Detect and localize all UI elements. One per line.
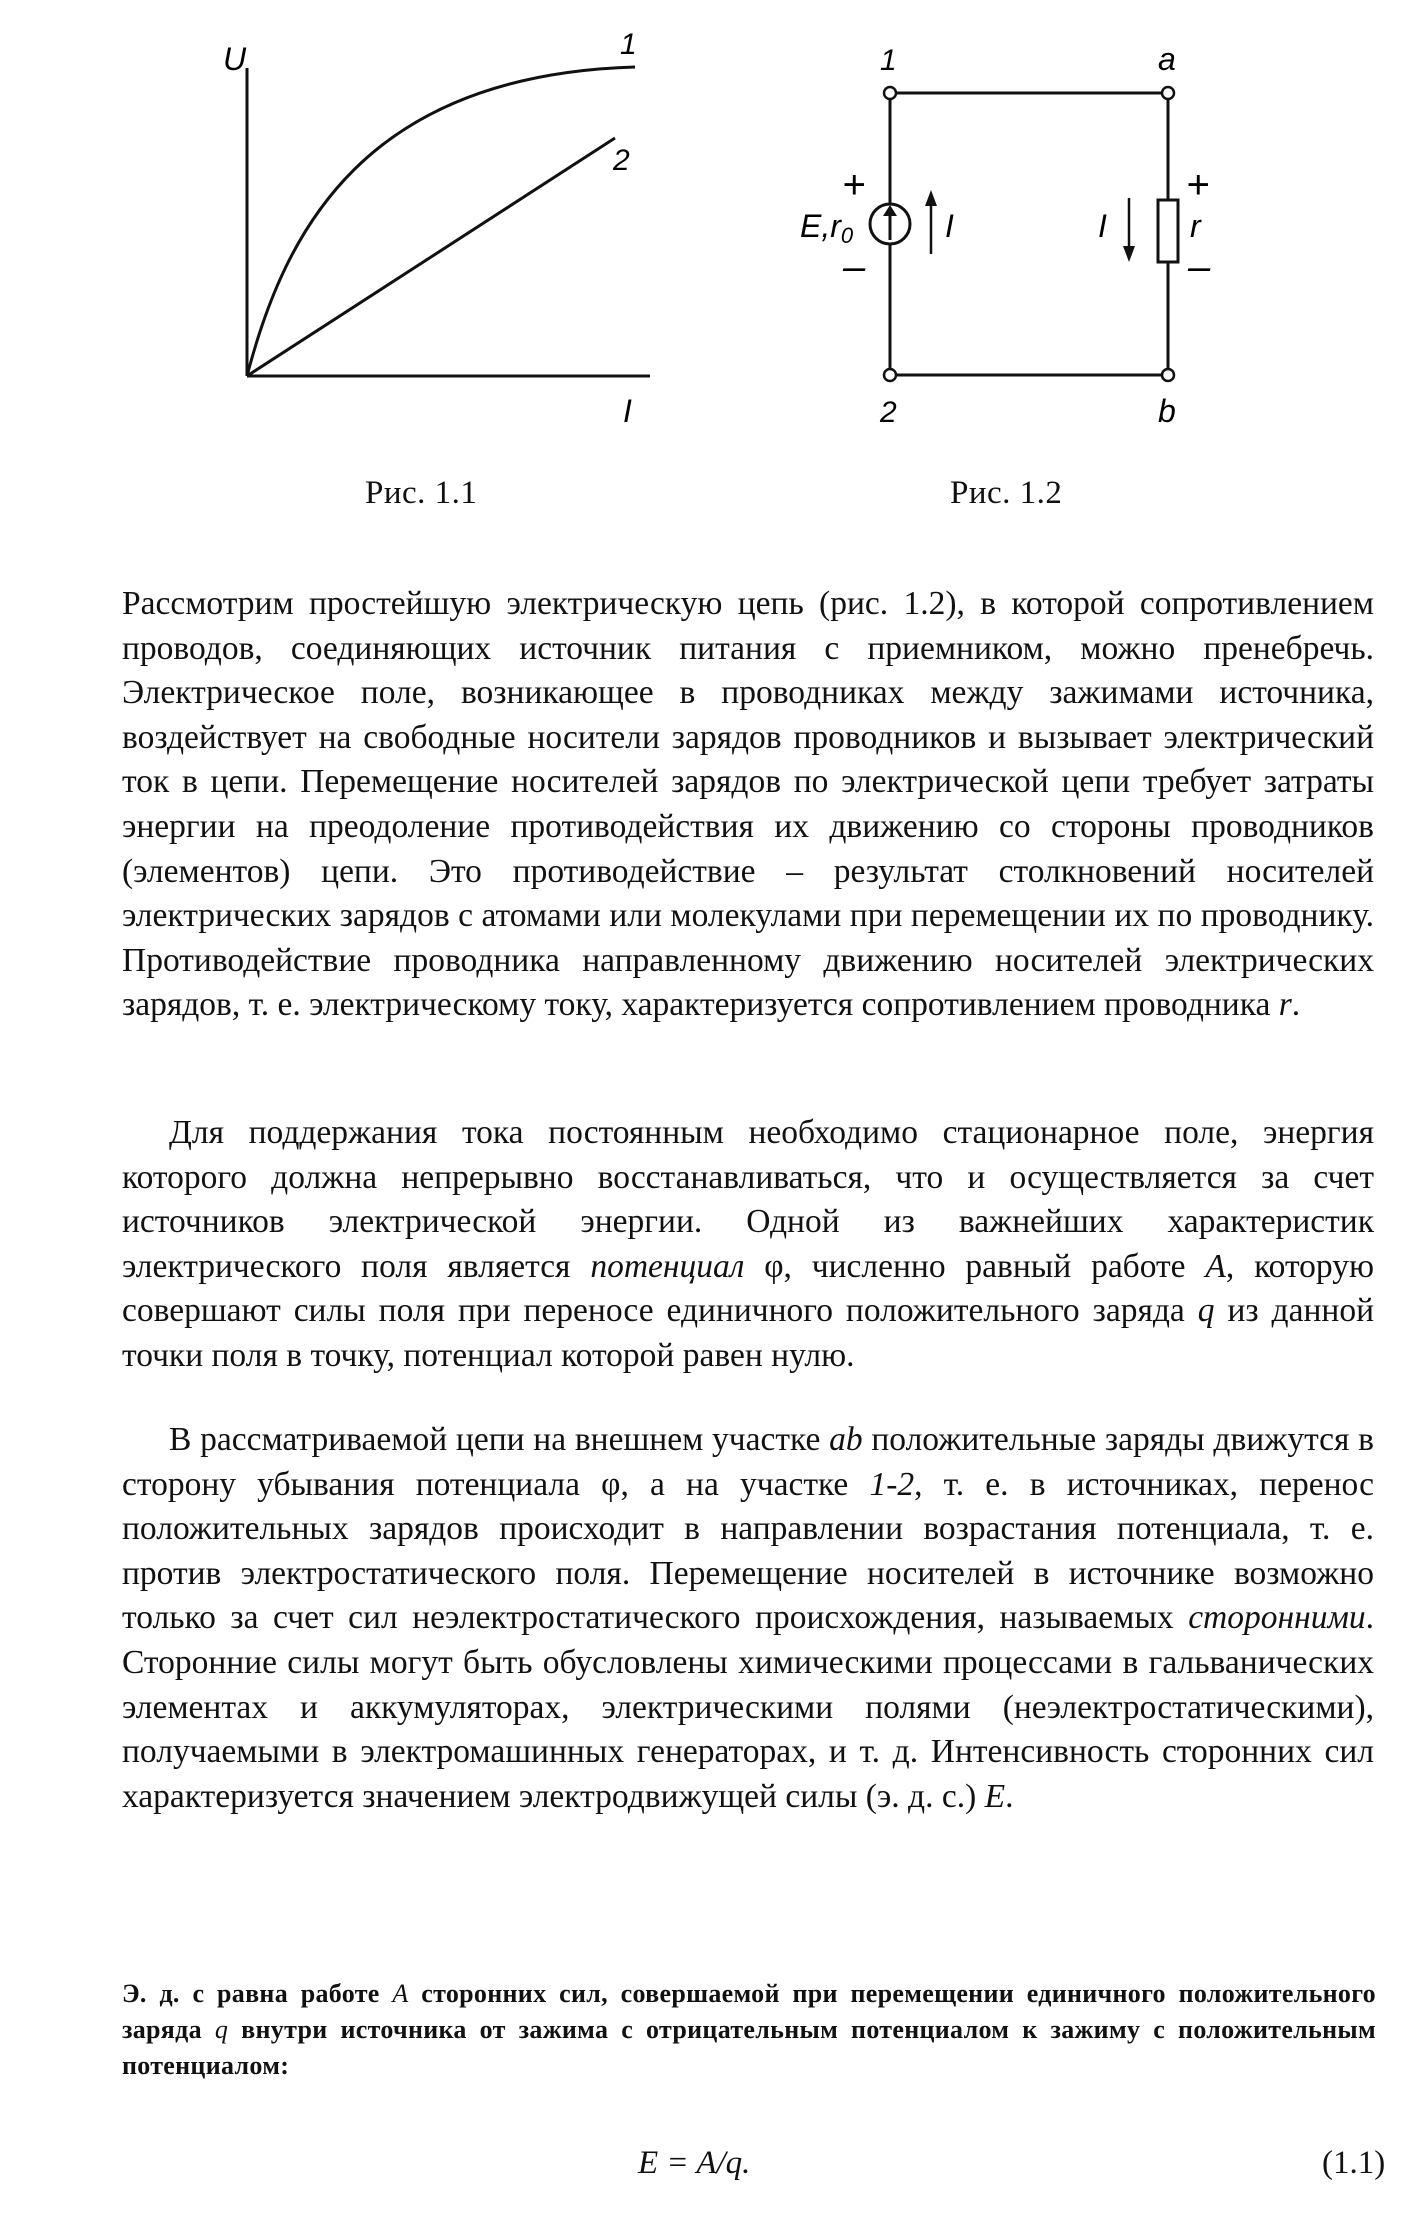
- minus-right: –: [1188, 245, 1211, 289]
- p3-var-1-2: 1-2: [869, 1465, 915, 1503]
- p1-end: .: [1291, 986, 1301, 1024]
- source-emf-icon: [870, 204, 910, 244]
- p2-text-a: Для поддержания тока постоянным необходимо стационарное поле, энергия которого должна непрерывно восстанавливаться, что и осуществляется за счет источников электрической энергии. Одной из важнейших характеристик электрического поля является: [122, 1114, 1374, 1285]
- paragraph-1: [122, 582, 1374, 1028]
- def-text-a: Э. д. с равна работе: [122, 1979, 393, 2008]
- node-b-terminal: [1162, 369, 1174, 381]
- def-text-b: сторонних сил, совершаемой при перемещении единичного положительного заряда: [122, 1979, 1376, 2044]
- p3-text-d: . Сторонние силы могут быть обусловлены химическими процессами в гальванических элементах и аккумуляторах, электрическими полями (неэлектростатическими), получаемыми в электромашинных генераторах, и т. д. Интенсивность сторонних сил характеризуется значением электродвижущей силы (э. д. с.): [122, 1599, 1374, 1815]
- formula-number: (1.1): [1322, 2145, 1386, 2181]
- node-1-label: 1: [880, 44, 897, 77]
- curve-1: [247, 67, 635, 376]
- figure-1-2: [800, 40, 1260, 440]
- p3-text-c: , т. е. в источниках, перенос положительных зарядов происходит в направлении возрастания потенциала, т. е. против электростатического поля. Перемещение носителей в источнике возможно только за счет сил неэлектростатического происхождения, называемых: [122, 1465, 1374, 1637]
- p2-text-b: φ, численно равный работе: [744, 1247, 1206, 1285]
- node-a-terminal: [1162, 87, 1174, 99]
- plus-left: +: [842, 163, 866, 207]
- p3-text-a: В рассматриваемой цепи на внешнем участке: [169, 1421, 830, 1458]
- node-b-label: b: [1158, 393, 1176, 429]
- curve-1-label: 1: [620, 30, 637, 61]
- figure-1-2-caption: Рис. 1.2: [950, 475, 1063, 511]
- figure-1-1-caption: Рис. 1.1: [365, 475, 478, 511]
- p2-var-a: A: [1205, 1247, 1226, 1285]
- p2-term-potential: потенциал: [590, 1247, 745, 1285]
- current-right-label: I: [1098, 208, 1107, 244]
- curve-2-label: 2: [613, 144, 630, 177]
- current-left-label: I: [945, 208, 954, 244]
- current-arrow-up-icon: [925, 190, 937, 254]
- p3-var-ab: ab: [829, 1421, 863, 1458]
- def-text-c: внутри источника от зажима с отрицательным потенциалом к зажиму с положительным потенциалом:: [122, 2015, 1376, 2080]
- p1-var-r: r: [1278, 986, 1292, 1024]
- formula-expression: [638, 2145, 750, 2182]
- plus-right: +: [1186, 163, 1210, 207]
- node-1-terminal: [884, 87, 896, 99]
- emf-definition: [122, 1976, 1376, 2084]
- p3-term-external: сторонними: [1188, 1599, 1366, 1637]
- p1-text: Рассмотрим простейшую электрическую цепь (рис. 1.2), в которой сопротивлением проводов, соединяющих источник питания с приемником, можно пренебречь. Электрическое поле, возникающее в проводниках между зажимами источника, воздействует на свободные носители зарядов проводников и вызывает электрический ток в цепи. Перемещение носителей зарядов по электрической цепи требует затраты энергии на преодоление противодействия их движению со стороны проводников (элементов) цепи. Это противодействие – результат столкновений носителей электрических зарядов с атомами или молекулами при перемещении их по проводнику. Противодействие проводника направленному движению носителей электрических зарядов, т. е. электрическому току, характеризуется сопротивлением проводника: [122, 585, 1374, 1024]
- resistor-label: r: [1190, 208, 1201, 244]
- paragraph-2: [122, 1111, 1374, 1379]
- node-a-label: a: [1158, 41, 1176, 77]
- formula-text: E = A/q.: [638, 2145, 751, 2181]
- node-2-terminal: [884, 369, 896, 381]
- axis-y-label: U: [223, 41, 247, 77]
- p3-text-b: положительные заряды движутся в сторону убывания потенциала φ, а на участке: [122, 1421, 1374, 1503]
- p2-text-c: , которую совершают силы поля при переносе единичного положительного заряда: [122, 1247, 1374, 1330]
- paragraph-3: [122, 1418, 1374, 1819]
- axis-x-label: I: [623, 393, 632, 429]
- node-2-label: 2: [880, 396, 897, 429]
- p2-text-d: из данной точки поля в точку, потенциал которой равен нулю.: [122, 1292, 1374, 1374]
- resistor-icon: [1158, 200, 1178, 262]
- minus-left: –: [843, 245, 866, 289]
- current-arrow-down-icon: [1123, 198, 1135, 262]
- p3-end: .: [1005, 1777, 1014, 1815]
- def-var-a: A: [392, 1979, 409, 2008]
- curve-2: [247, 138, 615, 376]
- p2-var-q: q: [1197, 1292, 1215, 1330]
- def-var-q: q: [214, 2015, 229, 2044]
- figure-1-1: [215, 30, 675, 450]
- p3-var-e: E: [984, 1777, 1006, 1815]
- source-label: E,r0: [800, 208, 854, 248]
